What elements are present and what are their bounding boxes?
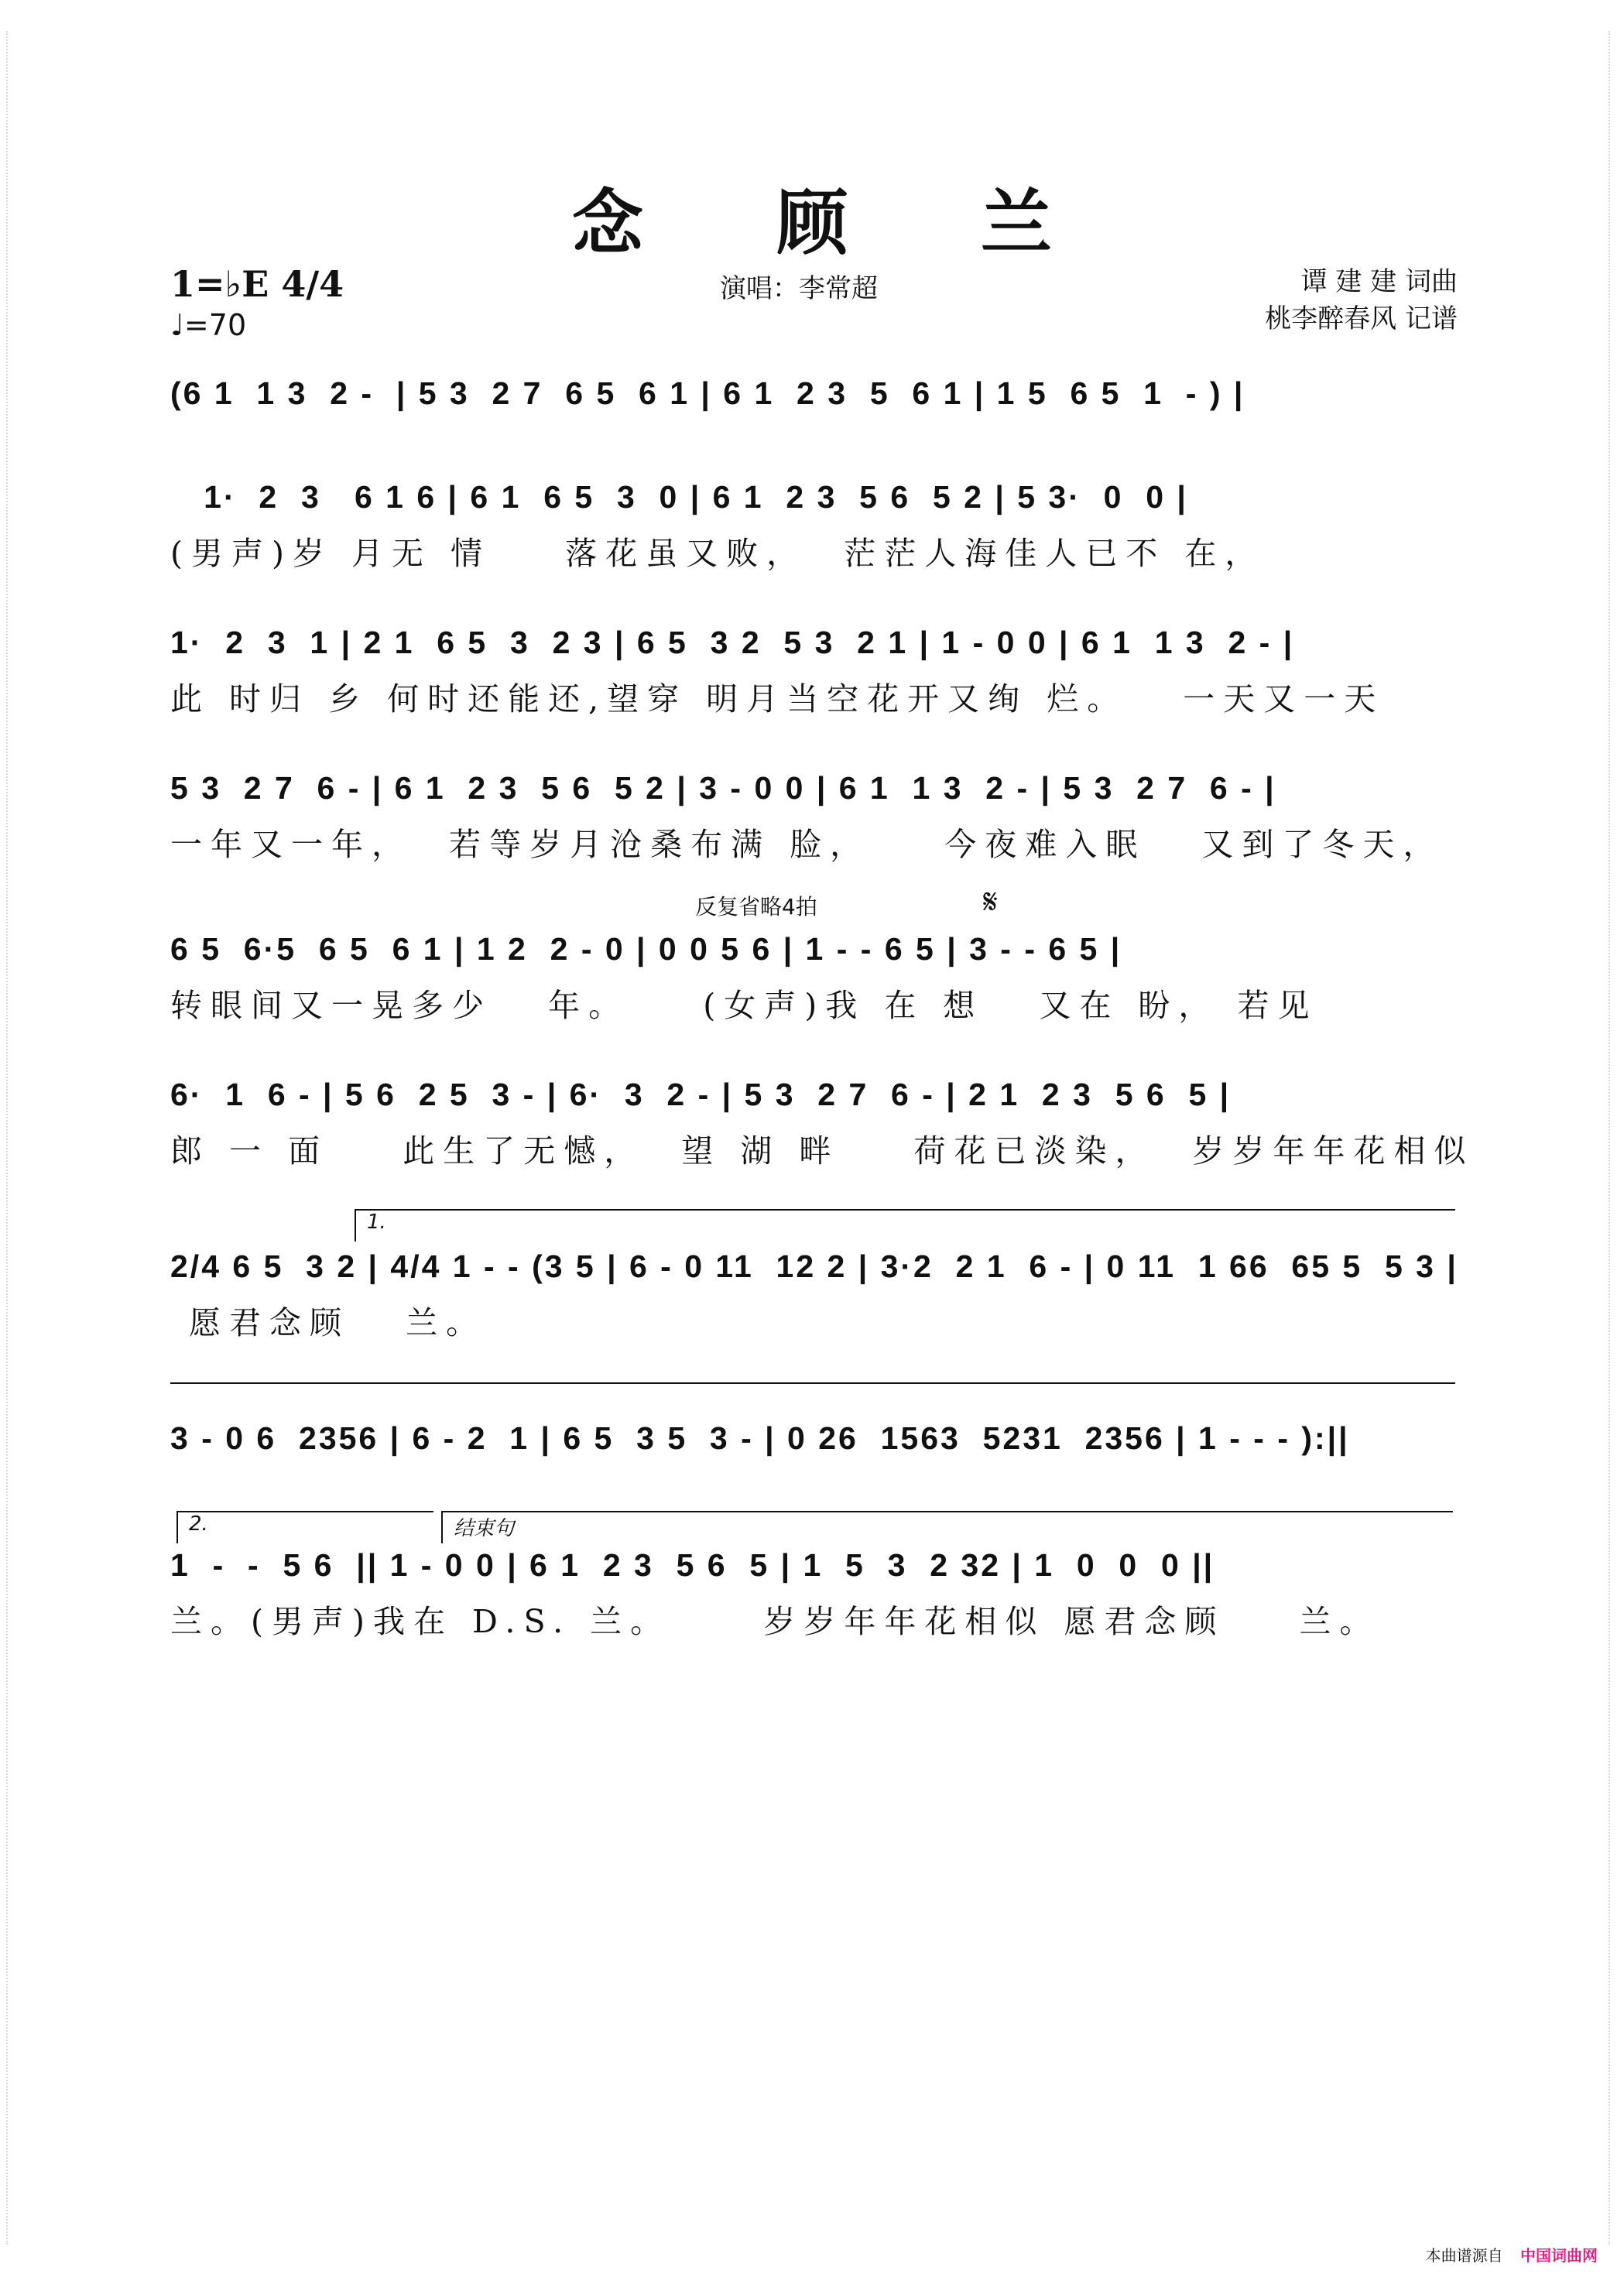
system-9 bbox=[170, 1542, 1455, 1642]
footer-source: 本曲谱源自 bbox=[1425, 2246, 1503, 2265]
lyrics-line: (男声)岁 月无 情 落花虽又败， 茫茫人海佳人已不 在， bbox=[170, 535, 1266, 572]
system-4 bbox=[170, 765, 1455, 865]
singer-credit: 演唱：李常超 bbox=[720, 273, 878, 304]
credits bbox=[1265, 263, 1458, 337]
segno-sign: 𝄋 bbox=[983, 882, 998, 922]
lyrics-line: 愿君念顾 兰。 bbox=[170, 1304, 487, 1341]
coda-label: 结束句 bbox=[454, 1517, 515, 1540]
tempo-marking: ♩=70 bbox=[170, 308, 247, 342]
lyrics-line: 此 时归 乡 何时还能还,望穿 明月当空花开又绚 烂。 一天又一天 bbox=[170, 680, 1385, 718]
first-ending-bracket bbox=[355, 1209, 1455, 1242]
notation-line: 2/4 6 5 3 2 | 4/4 1 - - (3 5 | 6 - 0 11 12 2 | 3·2 2 1 6 - | 0 11 1 66 65 5 5 3 | bbox=[170, 1248, 1458, 1284]
notation-line: 5 3 2 7 6 - | 6 1 2 3 5 6 5 2 | 3 - 0 0 | 6 1 1 3 2 - | 5 3 2 7 6 - | bbox=[170, 770, 1276, 806]
system-2 bbox=[170, 474, 1455, 574]
transcriber-credit: 桃李醉春风 记谱 bbox=[1265, 303, 1458, 334]
second-ending-label: 2. bbox=[189, 1512, 208, 1536]
system-6 bbox=[170, 1071, 1475, 1172]
song-title: 念 顾 兰 bbox=[571, 181, 1107, 265]
coda-bracket bbox=[441, 1511, 1453, 1543]
notation-line: 1· 2 3 1 | 2 1 6 5 3 2 3 | 6 5 3 2 5 3 2 1 | 1 - 0 0 | 6 1 1 3 2 - | bbox=[170, 625, 1295, 660]
footer-site-link[interactable]: 中国词曲网 bbox=[1520, 2246, 1598, 2265]
system-7 bbox=[170, 1243, 1458, 1344]
lyrics-line: 一年又一年， 若等岁月沧桑布满 脸， 今夜难入眠 又到了冬天， bbox=[170, 826, 1444, 863]
notation-line: 1· 2 3 6 1 6 | 6 1 6 5 3 0 | 6 1 2 3 5 6 5 2 | 5 3· 0 0 | bbox=[170, 479, 1188, 515]
repeat-omission-note: 反复省略4拍 bbox=[695, 894, 817, 920]
key-signature: 1=♭E 4/4 bbox=[170, 263, 344, 305]
notation-line: 1 - - 5 6 || 1 - 0 0 | 6 1 2 3 5 6 5 | 1 5 3 2 32 | 1 0 0 0 || bbox=[170, 1547, 1215, 1583]
system-8 bbox=[170, 1415, 1455, 1461]
notation-line: 6 5 6·5 6 5 6 1 | 1 2 2 - 0 | 0 0 5 6 | 1 - - 6 5 | 3 - - 6 5 | bbox=[170, 931, 1122, 967]
footer bbox=[1426, 2243, 1598, 2266]
lyrics-line: 兰。(男声)我在 D.S. 兰。 岁岁年年花相似 愿君念顾 兰。 bbox=[170, 1603, 1380, 1640]
lyrics-line: 转眼间又一晃多少 年。 (女声)我 在 想 又在 盼， 若见 bbox=[170, 987, 1318, 1024]
notation-line: 6· 1 6 - | 5 6 2 5 3 - | 6· 3 2 - | 5 3 2 7 6 - | 2 1 2 3 5 6 5 | bbox=[170, 1077, 1232, 1112]
notation-line: 3 - 0 6 2356 | 6 - 2 1 | 6 5 3 5 3 - | 0 26 1563 5231 2356 | 1 - - - ):|| bbox=[170, 1420, 1350, 1456]
lyrics-line: 郎 一 面 此生了无憾， 望 湖 畔 荷花已淡染， 岁岁年年花相似 bbox=[170, 1132, 1475, 1170]
lyricist-credit: 谭 建 建 词曲 bbox=[1300, 266, 1458, 297]
system-1 bbox=[170, 370, 1455, 416]
right-watermark-strip bbox=[1609, 31, 1618, 2245]
system-5 bbox=[170, 926, 1455, 1026]
first-ending-label: 1. bbox=[367, 1211, 386, 1234]
left-watermark-strip bbox=[6, 31, 15, 2245]
staff-separator bbox=[170, 1382, 1455, 1384]
notation-line: (6 1 1 3 2 - | 5 3 2 7 6 5 6 1 | 6 1 2 3 5 6 1 | 1 5 6 5 1 - ) | bbox=[170, 375, 1245, 411]
second-ending-bracket bbox=[176, 1511, 433, 1543]
system-3 bbox=[170, 619, 1455, 720]
